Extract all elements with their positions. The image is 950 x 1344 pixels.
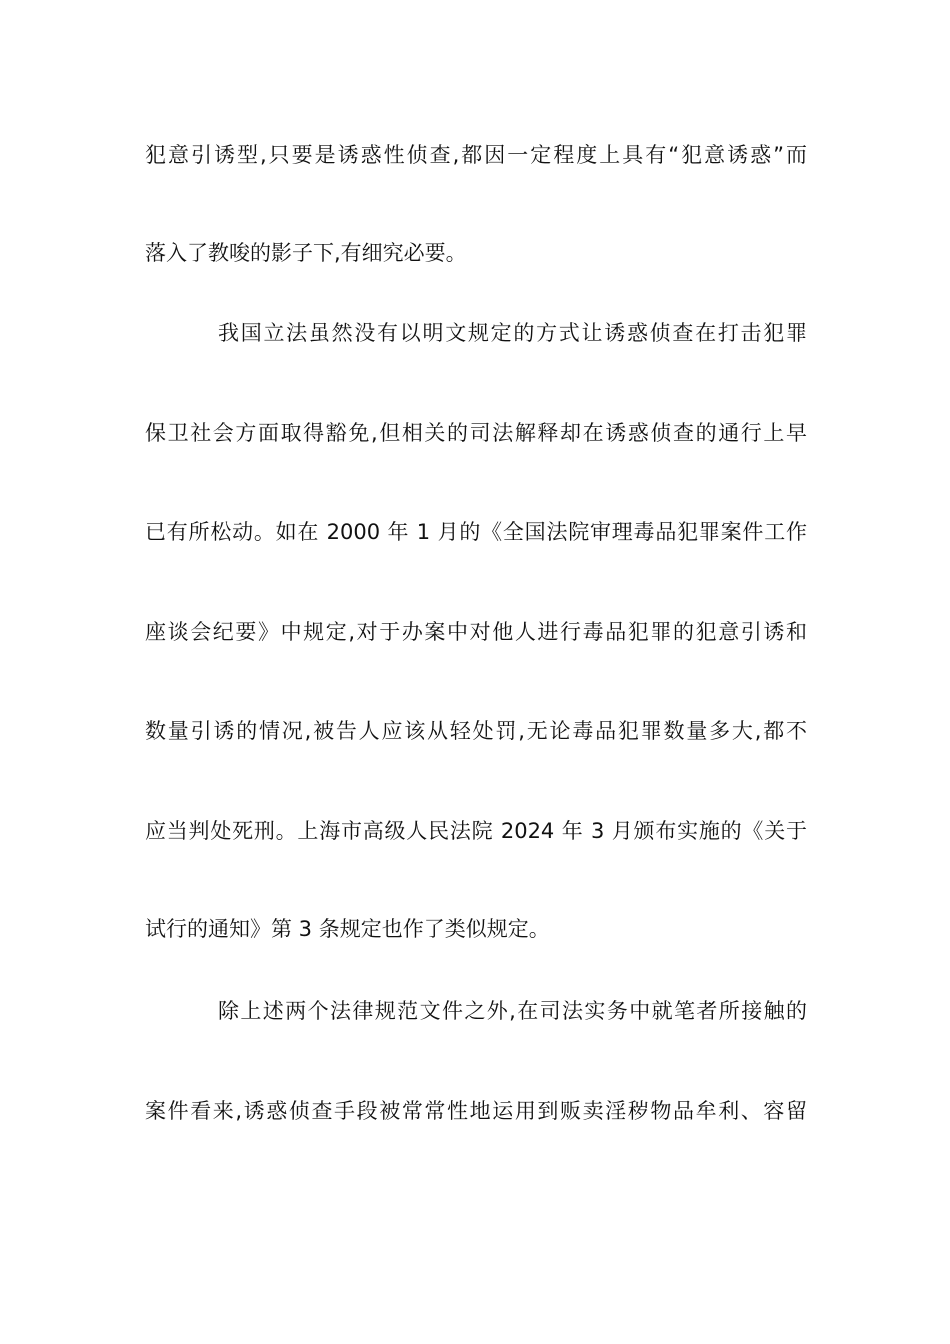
paragraph-line: 除上述两个法律规范文件之外,在司法实务中就笔者所接触的 bbox=[218, 999, 807, 1023]
paragraph-line: 落入了教唆的影子下,有细究必要。 bbox=[145, 241, 467, 265]
paragraph-line: 案件看来,诱惑侦查手段被常常性地运用到贩卖淫秽物品牟利、容留 bbox=[145, 1099, 807, 1123]
paragraph-line: 应当判处死刑。上海市高级人民法院 2024 年 3 月颁布实施的《关于 bbox=[145, 819, 807, 843]
paragraph-line: 座谈会纪要》中规定,对于办案中对他人进行毒品犯罪的犯意引诱和 bbox=[145, 620, 807, 644]
paragraph-line: 我国立法虽然没有以明文规定的方式让诱惑侦查在打击犯罪 bbox=[218, 321, 807, 345]
paragraph-line: 试行的通知》第 3 条规定也作了类似规定。 bbox=[145, 917, 550, 941]
paragraph-line: 数量引诱的情况,被告人应该从轻处罚,无论毒品犯罪数量多大,都不 bbox=[145, 719, 807, 743]
paragraph-line: 已有所松动。如在 2000 年 1 月的《全国法院审理毒品犯罪案件工作 bbox=[145, 520, 807, 544]
paragraph-line: 犯意引诱型,只要是诱惑性侦查,都因一定程度上具有“犯意诱惑”而 bbox=[145, 143, 807, 167]
paragraph-line: 保卫社会方面取得豁免,但相关的司法解释却在诱惑侦查的通行上早 bbox=[145, 421, 807, 445]
